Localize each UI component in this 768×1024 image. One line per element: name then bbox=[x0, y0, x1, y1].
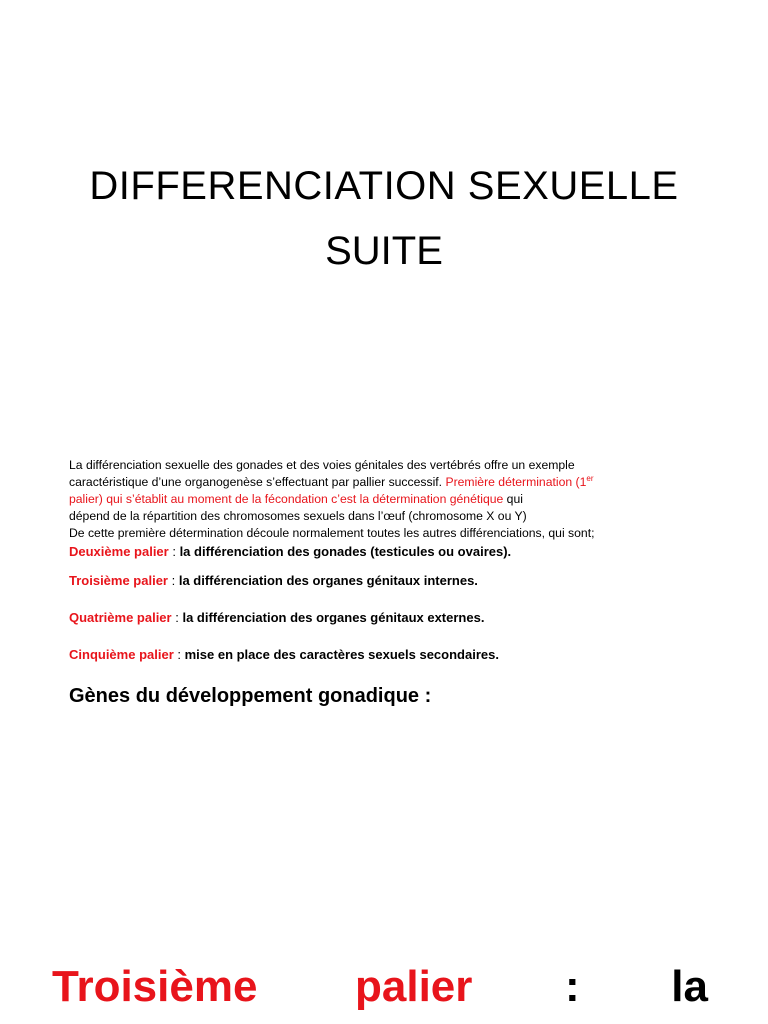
palier-2-separator: : bbox=[168, 544, 180, 559]
first-determination-highlight: Première détermination (1 bbox=[445, 475, 587, 489]
palier-3 bbox=[69, 573, 478, 588]
next-heading-word-la: la bbox=[671, 962, 708, 1011]
page-title: DIFFERENCIATION SEXUELLE bbox=[89, 164, 679, 208]
intro-line-2-text: caractéristique d’une organogenèse s’effectuant par pallier successif. bbox=[69, 475, 446, 489]
palier-5-separator: : bbox=[173, 647, 185, 662]
next-slide-heading bbox=[52, 962, 708, 1022]
palier-3-label: Troisième palier bbox=[69, 573, 168, 588]
palier-3-text: la différenciation des organes génitaux internes. bbox=[178, 573, 478, 588]
next-heading-colon: : bbox=[565, 962, 580, 1011]
intro-line-5: De cette première détermination découle normalement toutes les autres différenciations, qui sont; bbox=[69, 526, 595, 540]
palier-4-label: Quatrième palier bbox=[69, 610, 172, 625]
palier-2-label: Deuxième palier bbox=[69, 544, 169, 559]
intro-line-1: La différenciation sexuelle des gonades et des voies génitales des vertébrés offre un exemple bbox=[69, 458, 575, 472]
palier-5-text: mise en place des caractères sexuels secondaires. bbox=[184, 647, 499, 662]
intro-line-4: dépend de la répartition des chromosomes sexuels dans l’œuf (chromosome X ou Y) bbox=[69, 509, 527, 523]
intro-line-3-text: qui bbox=[503, 492, 523, 506]
intro-paragraph bbox=[69, 457, 709, 542]
genetic-determination-highlight: palier) qui s’établit au moment de la fécondation c’est la détermination génétique bbox=[69, 492, 504, 506]
page-subtitle: SUITE bbox=[325, 229, 443, 273]
genes-heading: Gènes du développement gonadique : bbox=[69, 685, 432, 707]
palier-4 bbox=[69, 610, 484, 625]
palier-4-separator: : bbox=[171, 610, 183, 625]
intro-line-2 bbox=[69, 474, 709, 491]
intro-line-3 bbox=[69, 491, 709, 508]
palier-4-text: la différenciation des organes génitaux externes. bbox=[182, 610, 485, 625]
palier-5-label: Cinquième palier bbox=[69, 647, 174, 662]
palier-3-separator: : bbox=[168, 573, 179, 588]
ordinal-superscript: er bbox=[586, 473, 594, 483]
next-heading-word-palier: palier bbox=[355, 962, 473, 1011]
palier-2 bbox=[69, 544, 511, 559]
next-heading-word-troisieme: Troisième bbox=[52, 962, 258, 1011]
palier-2-text: la différenciation des gonades (testicules ou ovaires). bbox=[179, 544, 512, 559]
palier-5 bbox=[69, 647, 499, 662]
